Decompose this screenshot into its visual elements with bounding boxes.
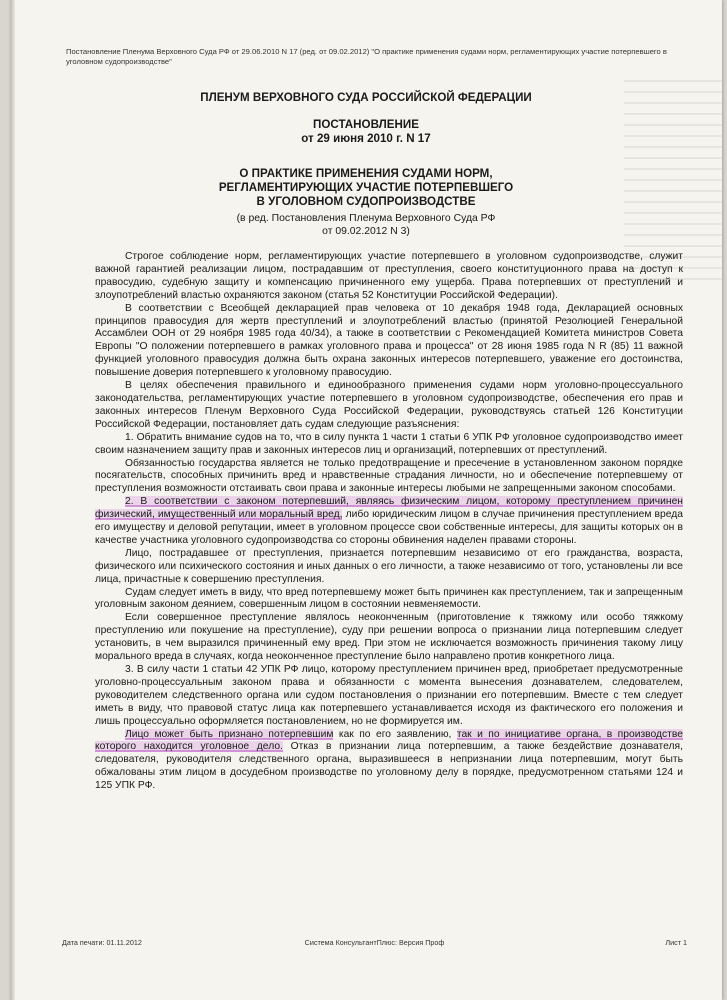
document-body (95, 251, 683, 793)
topic-line-3: В УГОЛОВНОМ СУДОПРОИЗВОДСТВЕ (256, 195, 476, 208)
redaction-line-2: от 09.02.2012 N 3) (322, 226, 410, 237)
paragraph-2: В соответствии с Всеобщей декларацией прав человека от 10 декабря 1948 года, Декларацией основных принципов правосудия для жертв преступлений и злоупотреблений властью (принятой Резолюцией Генеральной Ассамблеи ООН от 29 ноября 1985 года 40/34), а также в соответствии с Рекомендацией Комитета министров Совета Европы "О положении потерпевшего в рамках уголовного права и процесса" от 28 июня 1985 года N R (85) 11 важной функцией уголовного правосудия должна быть охрана законных интересов потерпевшего, уважение его достоинства, повышение доверия потерпевшего к уголовному правосудию. (95, 302, 683, 379)
paragraph-11-rest: Отказ в признании лица потерпевшим, а также бездействие дознавателя, следователя, руководителя следственного органа, выразившееся в непризнании лица потерпевшим, могут быть обжалованы этим лицом в досудебном производстве по уголовному делу в порядке, предусмотренном статьями 124 и 125 УПК РФ. (95, 741, 683, 792)
highlighted-text: 2. В соответствии с законом потерпевший, являясь физическим лицом, которому преступлением причинен физический, имущественный или моральный вред, (95, 496, 683, 521)
document-page (10, 0, 722, 1000)
system-version: Система КонсультантПлюс: Версия Проф (304, 938, 445, 947)
topic-line-2: РЕГЛАМЕНТИРУЮЩИХ УЧАСТИЕ ПОТЕРПЕВШЕГО (218, 181, 514, 194)
paragraph-4: 1. Обратить внимание судов на то, что в силу пункта 1 части 1 статьи 6 УПК РФ уголовное судопроизводство имеет своим назначением защиту прав и законных интересов лиц и организаций, потерпевших от преступлений. (95, 431, 683, 456)
paragraph-11 (95, 729, 683, 794)
paragraph-11-middle: как по его заявлению, (333, 728, 457, 740)
highlighted-text: так и по инициативе органа, в производстве которого находится уголовное дело. (95, 728, 683, 753)
paragraph-10: 3. В силу части 1 статьи 42 УПК РФ лицо, которому преступлением причинен вред, приобретает предусмотренные уголовно-процессуальным законом права и обязанности с момента вынесения дознавателем, следователем, руководителем следственного органа или судом постановления о признании его потерпевшим. Вместе с тем следует иметь в виду, что правовой статус лица как потерпевшего устанавливается исходя из фактического его положения и лишь процессуально оформляется постановлением, но не формируется им. (95, 664, 683, 727)
paragraph-8: Судам следует иметь в виду, что вред потерпевшему может быть причинен как преступлением, так и запрещенным уголовным законом деянием, совершенным лицом в состоянии невменяемости. (95, 586, 683, 611)
paragraph-1: Строгое соблюдение норм, регламентирующих участие потерпевшего в уголовном судопроизводстве, служит важной гарантией реализации лицом, пострадавшим от преступления, своего конституционного права на доступ к правосудию, судебную защиту и компенсацию причиненного ему ущерба. Права потерпевших от преступлений и злоупотреблений властью охраняются законом (статья 52 Конституции Российской Федерации). (95, 251, 683, 301)
print-date: Дата печати: 01.11.2012 (62, 938, 142, 947)
document-source-header: Постановление Пленума Верховного Суда РФ от 29.06.2010 N 17 (ред. от 09.02.2012) "О практике применения судами норм, регламентирующих участие потерпевшего в уголовном судопроизводстве" (66, 47, 667, 66)
topic-line-1: О ПРАКТИКЕ ПРИМЕНЕНИЯ СУДАМИ НОРМ, (239, 167, 493, 180)
redaction-line-1: (в ред. Постановления Пленума Верховного Суда РФ (236, 213, 496, 224)
court-name: ПЛЕНУМ ВЕРХОВНОГО СУДА РОССИЙСКОЙ ФЕДЕРАЦИИ (200, 91, 532, 104)
paragraph-7: Лицо, пострадавшее от преступления, признается потерпевшим независимо от его гражданства, возраста, физического или психического состояния и иных данных о его личности, а также независимо от того, установлены ли все лица, причастные к совершению преступления. (95, 547, 683, 585)
date-number: от 29 июня 2010 г. N 17 (301, 132, 431, 145)
page-footer (62, 938, 687, 948)
resolution-topic (10, 167, 722, 209)
document-type: ПОСТАНОВЛЕНИЕ (313, 118, 419, 131)
paragraph-9: Если совершенное преступление являлось неоконченным (приготовление к тяжкому или особо тяжкому преступлению или покушение на преступление), суду при решении вопроса о признании лица потерпевшим следует установить, в чем выразился причиненный ему вред. При этом не исключается возможность причинения такому лицу морального вреда в случаях, когда неоконченное преступление было направлено против конкретного лица. (95, 612, 683, 663)
redaction-note (10, 212, 722, 238)
resolution-title (10, 118, 722, 146)
paragraph-5: Обязанностью государства является не только предотвращение и пресечение в установленном законом порядке посягательств, способных причинить вред и нравственные страдания личности, но и обеспечение потерпевшему от преступления возможности отстаивать свои права и законные интересы любыми не запрещенными законом способами. (95, 457, 683, 495)
sheet-number: Лист 1 (665, 938, 687, 947)
paragraph-6 (95, 496, 683, 548)
highlighted-text: Лицо может быть признано потерпевшим (125, 728, 334, 740)
paragraph-6-rest: либо юридическим лицом в случае причинения преступлением вреда его имуществу и деловой репутации, имеет в уголовном процессе свои собственные интересы, для защиты которых он в качестве участника уголовного судопроизводства со стороны обвинения наделен правами стороны. (95, 509, 683, 546)
page-edge-shadow (10, 0, 15, 1000)
paragraph-3: В целях обеспечения правильного и единообразного применения судами норм уголовно-процессуального законодательства, регламентирующих участие потерпевшего в уголовном судопроизводстве, обеспечения его прав и законных интересов Пленум Верховного Суда Российской Федерации, руководствуясь статьей 126 Конституции Российской Федерации, постановляет дать судам следующие разъяснения: (95, 380, 683, 430)
